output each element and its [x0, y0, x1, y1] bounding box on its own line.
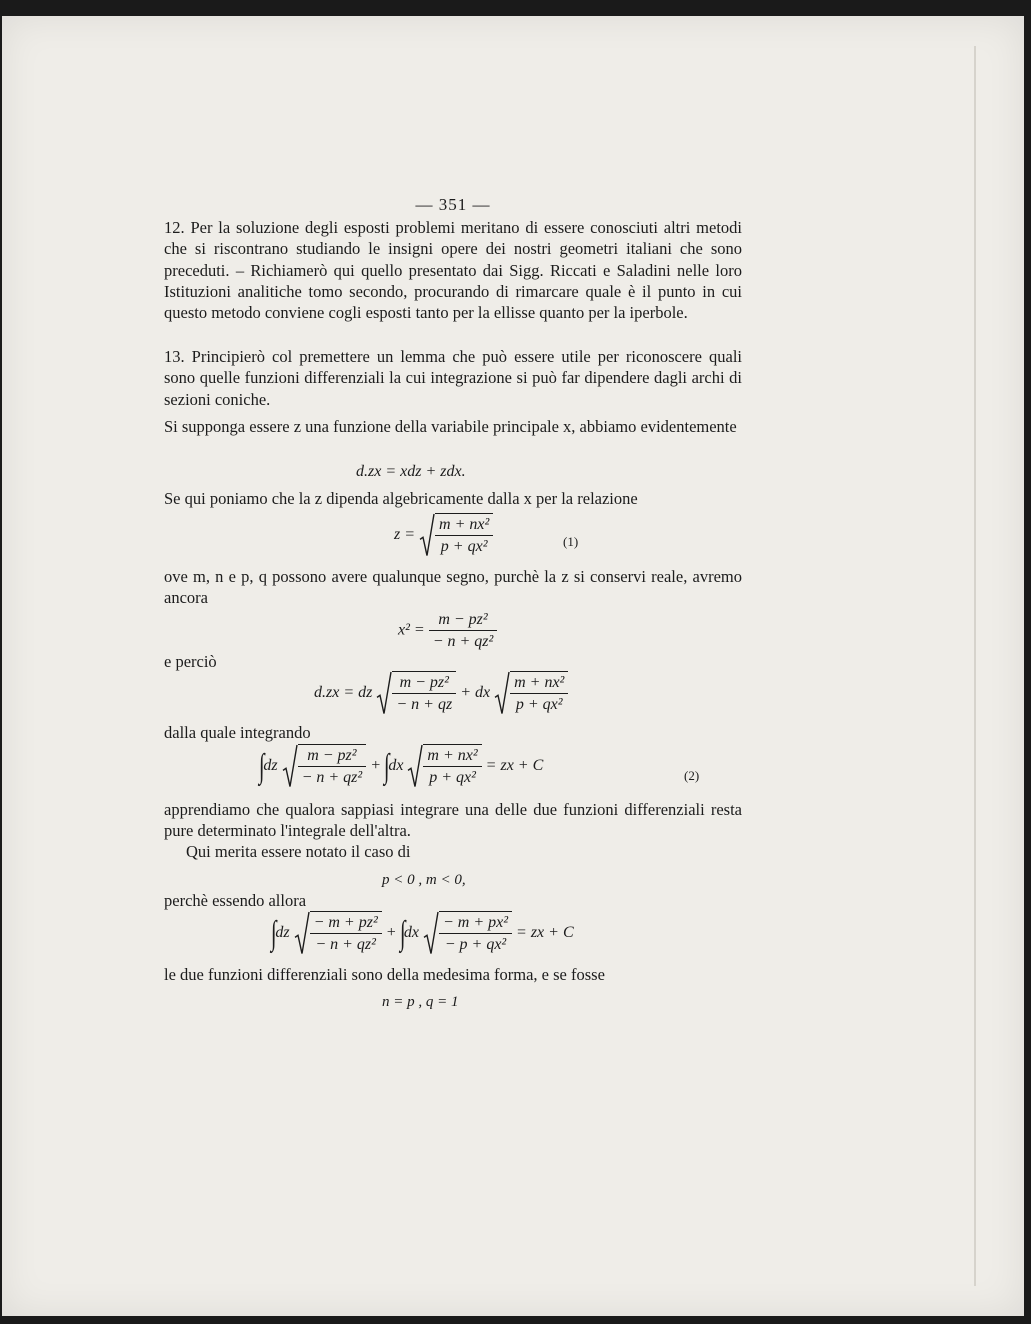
paragraph-e-percio: e perciò: [164, 652, 217, 671]
paragraph-12: 12. Per la soluzione degli esposti problemi meritano di essere conosciuti altri metodi che si riscontrano studiando le insigni opere dei nostri geometri italiani che sono preceduti. – Richiamerò qui quello presentato dai Sigg. Riccati e Saladini nelle loro Istituzioni analitiche tomo secondo, procurando di rimarcare quale è il punto in cui questo metodo conviene cogli esposti tanto per la ellisse quanto per la iperbole.: [164, 218, 742, 323]
eq2-dz: dz: [263, 756, 278, 774]
eq3-numerator-1: − m + pz²: [313, 914, 378, 931]
eq3-dx: dx: [403, 923, 419, 941]
integral-sign: ∫: [270, 914, 277, 952]
eq3-plus: +: [385, 923, 397, 941]
eq-d-numerator-2: m + nx²: [514, 674, 565, 691]
paragraph-apprendiamo: apprendiamo che qualora sappiasi integrare una delle due funzioni differenziali resta pure determinato l'integrale dell'altra.: [164, 800, 742, 841]
radical-sign: [376, 671, 392, 716]
eq1-denominator: p + qx²: [435, 535, 493, 557]
eq1-numerator: m + nx²: [439, 516, 490, 533]
eq-x2-numerator: m − pz²: [438, 611, 488, 628]
equation-number-2: (2): [684, 768, 700, 783]
equation-x-squared: [398, 609, 497, 653]
eq2-numerator-2: m + nx²: [427, 747, 478, 764]
eq3-rhs: = zx + C: [516, 923, 574, 941]
eq-d-denominator-2: p + qx²: [510, 693, 568, 715]
paragraph-13: 13. Principierò col premettere un lemma che può essere utile per riconoscere quali sono quelle funzioni differenziali la cui integrazione si può far dipendere dagli archi di sezioni coniche.: [164, 347, 742, 409]
eq2-denominator-2: p + qx²: [423, 766, 481, 788]
equation-2: [260, 744, 543, 789]
paragraph-suppose: Si supponga essere z una funzione della variabile principale x, abbiamo evidentemente: [164, 417, 737, 436]
radical-sign: [419, 513, 435, 558]
paragraph-se-qui: Se qui poniamo che la z dipenda algebricamente dalla x per la relazione: [164, 489, 638, 508]
radical-sign: [282, 744, 298, 789]
integral-sign: ∫: [258, 747, 265, 785]
eq-d-middle: + dx: [460, 683, 491, 701]
paragraph-perche: perchè essendo allora: [164, 891, 307, 910]
integral-sign: ∫: [383, 747, 390, 785]
paragraph-le-due: le due funzioni differenziali sono della medesima forma, e se fosse: [164, 965, 605, 984]
eq2-sqrt-2: [407, 744, 481, 789]
eq3-dz: dz: [275, 923, 290, 941]
radical-sign: [407, 744, 423, 789]
paragraph-dalla: dalla quale integrando: [164, 723, 311, 742]
eq-x2-lhs: x² =: [398, 621, 425, 639]
book-page: [2, 16, 1024, 1316]
page-fold-edge: [974, 46, 976, 1286]
eq2-sqrt-1: [282, 744, 367, 789]
paragraph-qui-merita: Qui merita essere notato il caso di: [186, 842, 411, 861]
eq3-denominator-1: − n + qz²: [310, 933, 382, 955]
integral-sign: ∫: [399, 914, 405, 952]
eq2-numerator-1: m − pz²: [307, 747, 357, 764]
eq2-plus: +: [370, 756, 381, 774]
equation-number-1: (1): [563, 534, 579, 549]
equation-condition: p < 0 , m < 0,: [382, 872, 466, 888]
eq2-dx: dx: [388, 756, 404, 774]
eq3-denominator-2: − p + qx²: [439, 933, 512, 955]
eq3-numerator-2: − m + px²: [442, 914, 509, 931]
eq-d-lhs: d.zx = dz: [314, 683, 373, 701]
eq2-denominator-1: − n + qz²: [298, 766, 367, 788]
page-number: — 351 —: [415, 195, 491, 214]
radical-sign: [494, 671, 510, 716]
equation-last: n = p , q = 1: [382, 994, 459, 1010]
eq-d-denominator-1: − n + qz: [392, 693, 456, 715]
equation-1: [394, 513, 493, 558]
radical-sign: [423, 911, 439, 956]
eq-d-numerator-1: m − pz²: [399, 674, 449, 691]
eq3-sqrt-1: [294, 911, 382, 956]
equation-d-zx: [314, 671, 568, 716]
eq3-sqrt-2: [423, 911, 512, 956]
eq1-sqrt: [419, 513, 493, 558]
paragraph-ove: ove m, n e p, q possono avere qualunque segno, purchè la z si conservi reale, avremo ancora: [164, 567, 742, 608]
eq1-lhs: z =: [394, 525, 416, 543]
eq-x2-denominator: − n + qz²: [429, 630, 498, 652]
eq-d-sqrt-2: [494, 671, 568, 716]
eq2-rhs: = zx + C: [485, 756, 544, 774]
equation-dzx: d.zx = xdz + zdx.: [356, 463, 466, 480]
equation-3: [272, 911, 574, 956]
radical-sign: [294, 911, 310, 956]
eq-d-sqrt-1: [376, 671, 456, 716]
